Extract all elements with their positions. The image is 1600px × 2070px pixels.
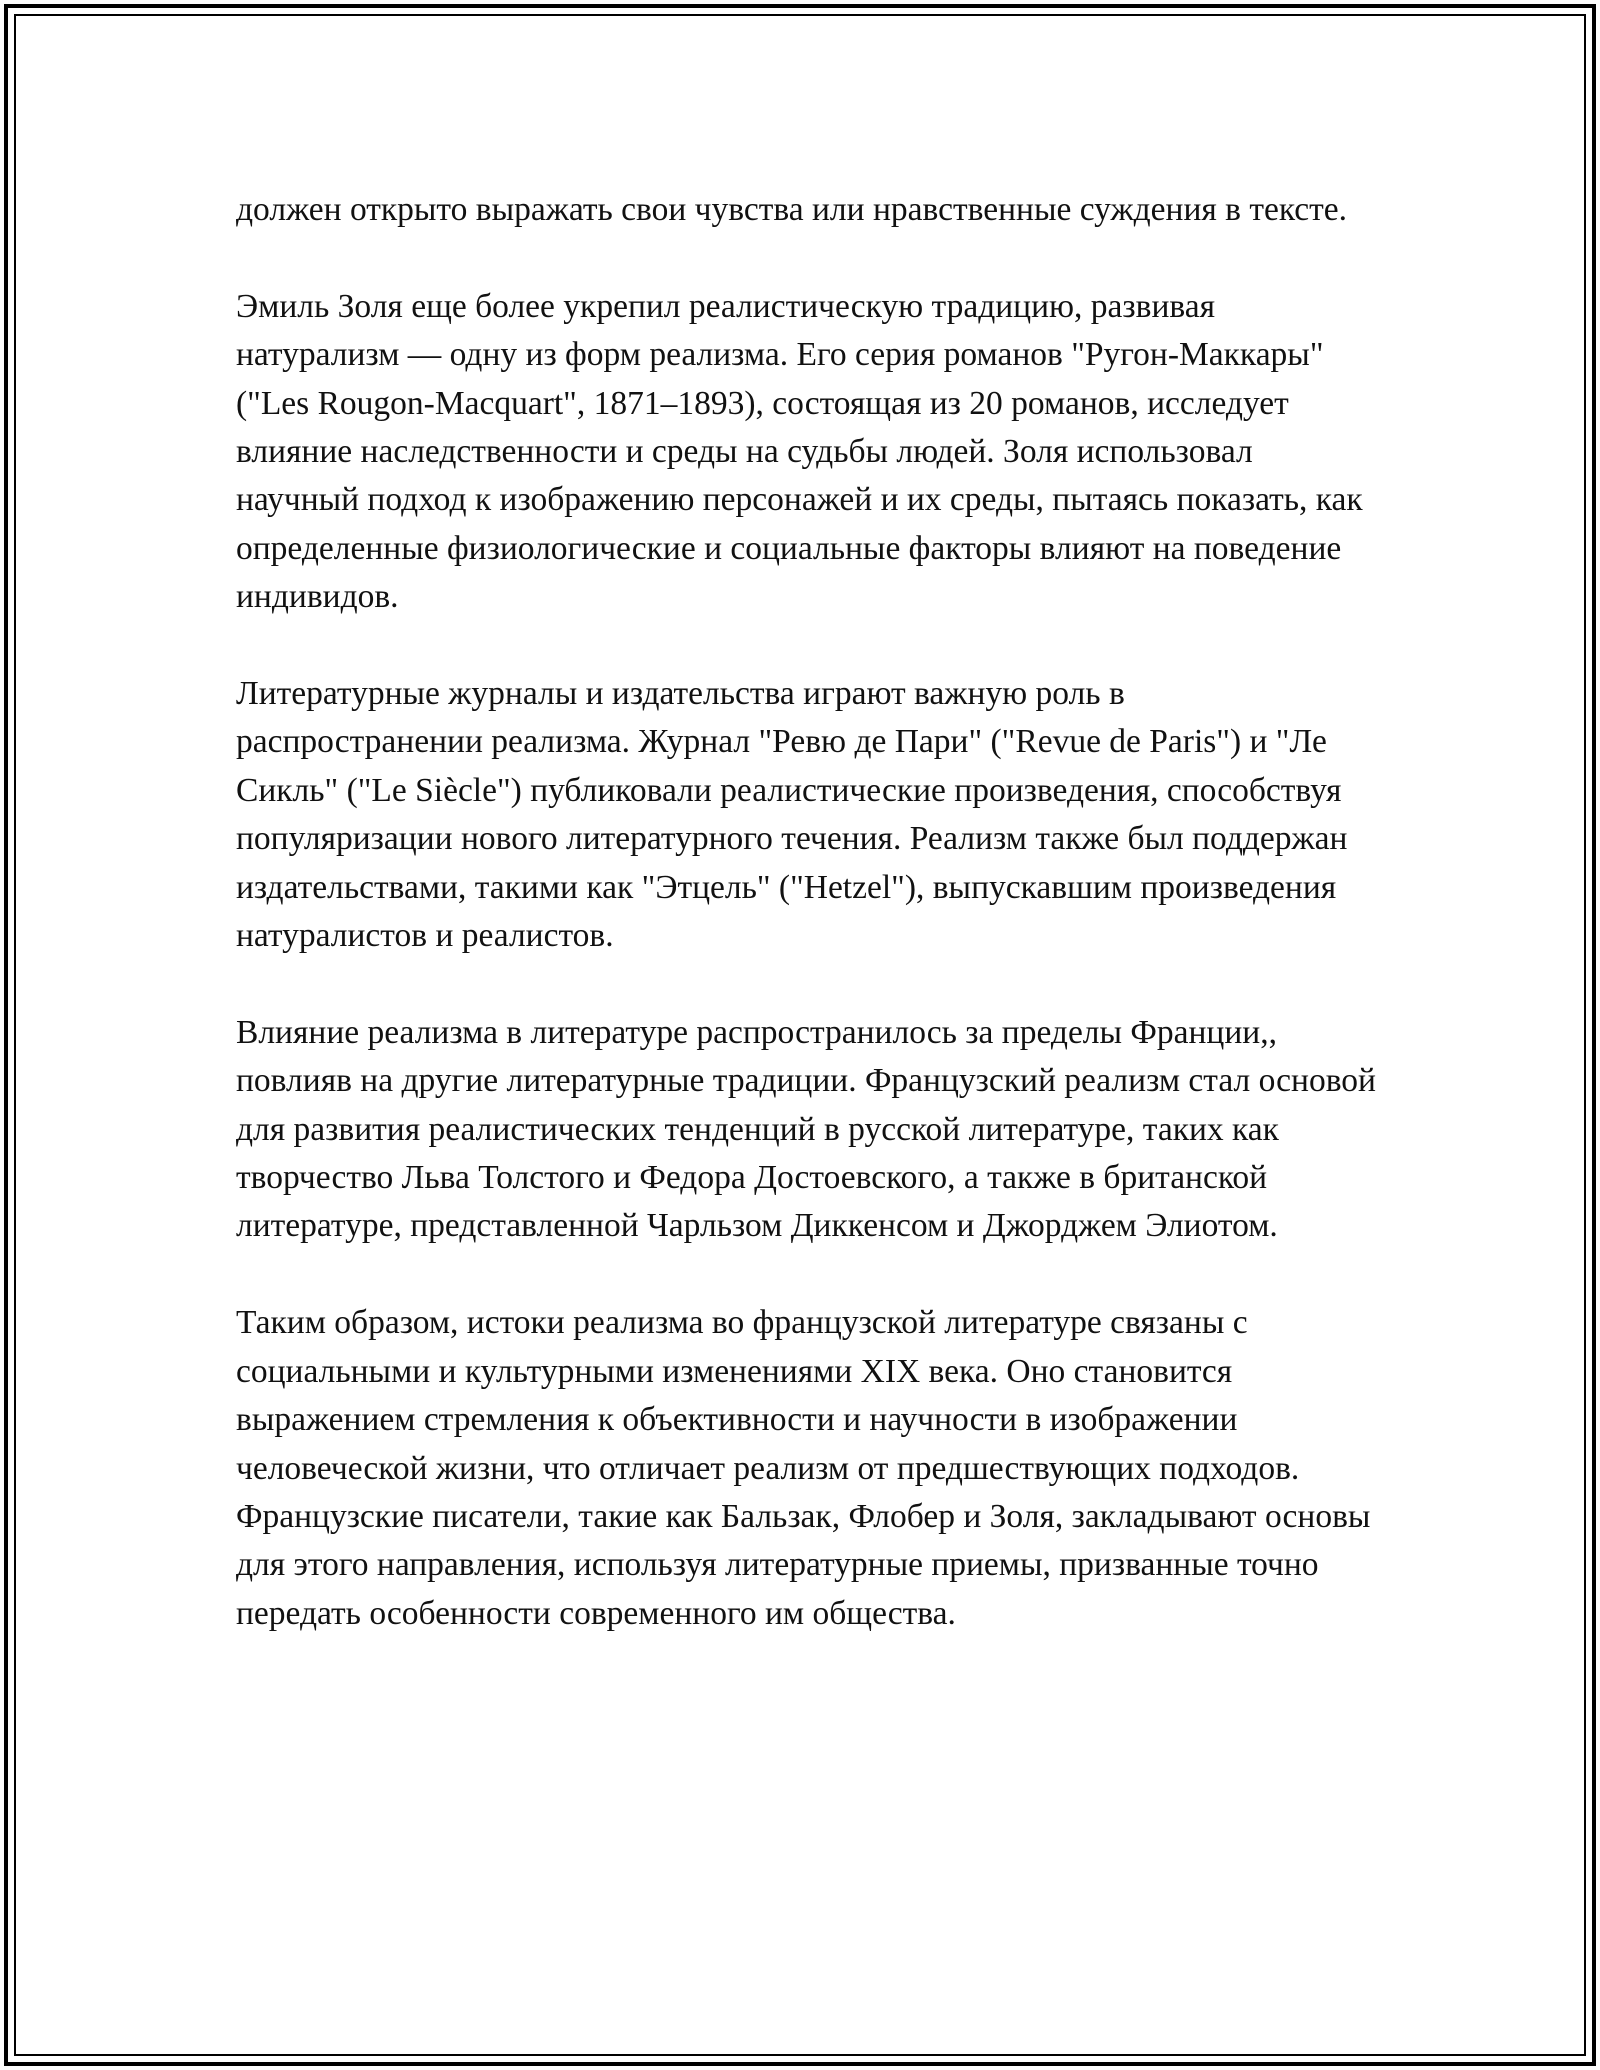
paragraph-5: Таким образом, истоки реализма во французской литературе связаны с социальными и культурными изменениями XIX века. Оно становится выражением стремления к объективности и научности в изображении человеческой жизни, что отличает реализм от предшествующих подходов. Французские писатели, такие как Бальзак, Флобер и Золя, закладывают основы для этого направления, используя литературные приемы, призванные точно передать особенности современного им общества. — [236, 1304, 1371, 1632]
paragraph-4: Влияние реализма в литературе распространилось за пределы Франции,, повлияв на другие литературные традиции. Французский реализм стал основой для развития реалистических тенденций в русской литературе, таких как творчество Льва Толстого и Федора Достоевского, а также в британской литературе, представленной Чарльзом Диккенсом и Джорджем Элиотом. — [236, 1013, 1376, 1245]
document-body — [236, 186, 1376, 1638]
paragraph-3: Литературные журналы и издательства играют важную роль в распространении реализма. Журнал "Ревю де Пари" ("Revue de Paris") и "Ле Сикль" ("Le Siècle") публиковали реалистические произведения, способствуя популяризации нового литературного течения. Реализм также был поддержан издательствами, такими как "Этцель" ("Hetzel"), выпускавшим произведения натуралистов и реалистов. — [236, 675, 1348, 955]
paragraph-1: должен открыто выражать свои чувства или нравственные суждения в тексте. — [236, 191, 1348, 228]
paragraph-2: Эмиль Золя еще более укрепил реалистическую традицию, развивая натурализм — одну из форм реализма. Его серия романов "Ругон-Маккары" ("Les Rougon-Macquart", 1871–1893), состоящая из 20 романов, исследует влияние наследственности и среды на судьбы людей. Золя использовал научный подход к изображению персонажей и их среды, пытаясь показать, как определенные физиологические и социальные факторы влияют на поведение индивидов. — [236, 287, 1363, 616]
